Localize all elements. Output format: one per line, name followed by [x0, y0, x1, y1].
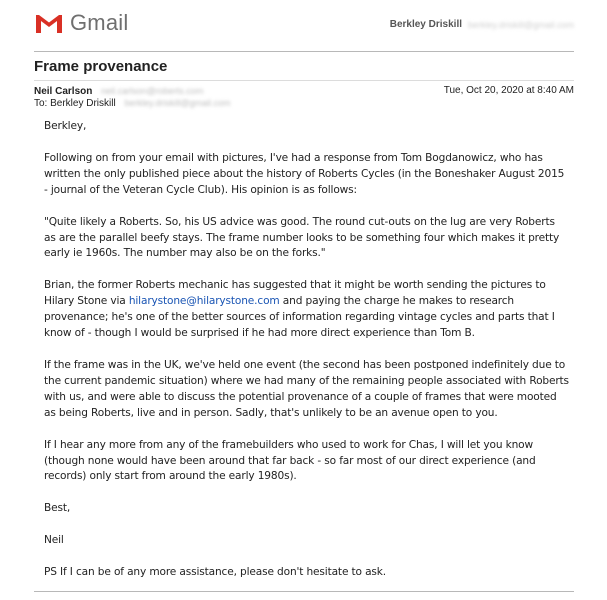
- body-paragraph-4: If the frame was in the UK, we've held one event (the second has been postponed indefinitely due to the current pandemic situation) where we had many of the remaining people associated with Roberts with us, and were able to discuss the potential provenance of a couple of frames that were mooted as being Roberts, live and in person. Sadly, that's unlikely to be an avenue open to you.: [44, 358, 569, 419]
- gmail-logo: [34, 10, 128, 36]
- email-body: [44, 119, 569, 597]
- account-email: berkley.driskill@gmail.com: [468, 19, 574, 30]
- body-postscript: PS If I can be of any more assistance, please don't hesitate to ask.: [44, 566, 386, 579]
- footer-divider: [34, 591, 574, 592]
- account-info: [390, 19, 574, 30]
- body-paragraph-1: Following on from your email with pictures, I've had a response from Tom Bogdanowicz, who has written the only published piece about the history of Roberts Cycles (in the Boneshaker August 2015 - journal of the Veteran Cycle Club). His opinion is as follows:: [44, 151, 565, 196]
- body-closing: Best,: [44, 502, 71, 515]
- sender-name: Neil Carlson: [34, 86, 93, 97]
- header-divider: [34, 51, 574, 52]
- to-label: To:: [34, 98, 48, 109]
- recipient-name: Berkley Driskill: [50, 98, 116, 109]
- email-date: Tue, Oct 20, 2020 at 8:40 AM: [443, 85, 574, 96]
- body-paragraph-5: If I hear any more from any of the framebuilders who used to work for Chas, I will let you know (though none would have been around that far back - so far most of our direct experience (and records) only start from around the early 1980s).: [44, 438, 536, 483]
- paragraph-3-end: and paying the charge he makes to research provenance; he's one of the better sources of information regarding vintage cycles and parts that I know of - though I would be surprised if he had more direct experience than Tom B.: [44, 295, 555, 340]
- recipient-row: [34, 97, 574, 109]
- gmail-wordmark: Gmail: [70, 10, 129, 35]
- sender-row: [34, 85, 574, 97]
- body-paragraph-3: [44, 278, 569, 342]
- recipient-email: berkley.driskill@gmail.com: [124, 98, 231, 108]
- account-name: Berkley Driskill: [389, 19, 462, 30]
- gmail-envelope-icon: [34, 12, 64, 34]
- body-signature: Neil: [44, 534, 64, 547]
- email-meta: [34, 85, 574, 109]
- email-subject: Frame provenance: [34, 58, 168, 75]
- hilary-stone-email-link[interactable]: hilarystone@hilarystone.com: [128, 295, 280, 308]
- body-paragraph-2: "Quite likely a Roberts. So, his US advice was good. The round cut-outs on the lug are very Roberts as are the parallel beefy stays. The frame number looks to be something four which makes it pretty early ie 1960s. The number may also be on the forks.": [44, 215, 560, 260]
- subject-divider: [34, 80, 574, 81]
- paragraph-3-start: Brian, the former Roberts mechanic has suggested that it might be worth sending the pictures to Hilary Stone via: [44, 279, 546, 308]
- body-greeting: Berkley,: [44, 120, 87, 132]
- sender-email: neil.carlson@roberts.com: [101, 86, 204, 96]
- print-header: [34, 10, 574, 40]
